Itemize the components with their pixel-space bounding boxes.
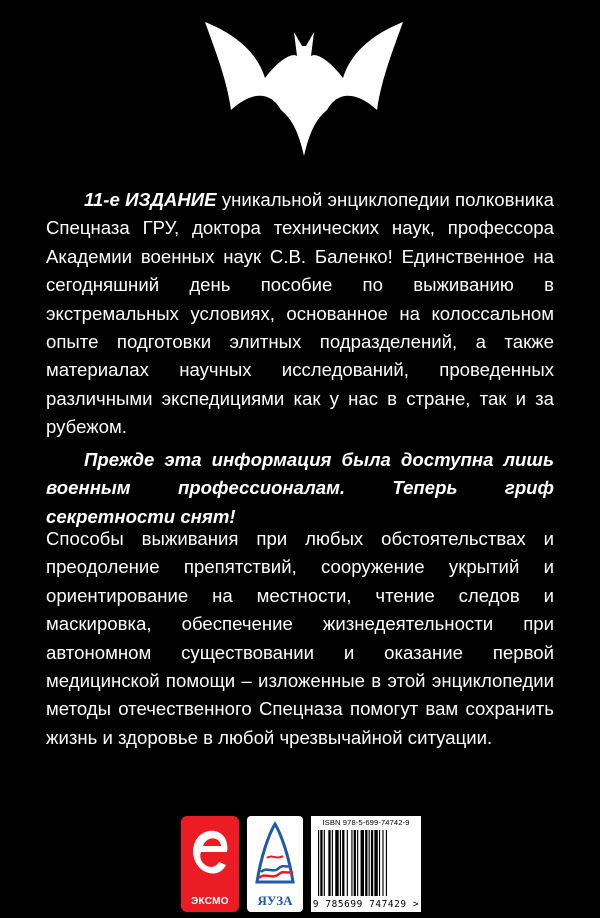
intro-paragraph xyxy=(46,186,554,442)
bat-emblem-icon xyxy=(205,22,403,156)
back-cover-footer xyxy=(0,810,600,918)
eksmo-emblem-icon xyxy=(181,816,239,896)
eksmo-label: ЭКСМО xyxy=(191,896,229,907)
yauza-wave-icon xyxy=(247,816,303,896)
yauza-logo xyxy=(247,816,303,912)
barcode xyxy=(311,816,421,912)
highlight-paragraph: Прежде эта информация была доступна лишь военным профессионалам. Теперь гриф секретности снят! xyxy=(46,449,554,527)
barcode-bars-icon xyxy=(317,830,415,896)
edition-lead: 11-е ИЗДАНИЕ xyxy=(84,189,217,210)
eksmo-logo xyxy=(181,816,239,912)
body-paragraph: Способы выживания при любых обстоятельствах и преодоление препятствий, сооружение укрытий и ориентирование на местности, чтение следов и маскировка, обеспечение жизнедеятельности при автономном существовании и оказание первой медицинской помощи – изложенные в этой энциклопедии методы отечественного Спецназа помогут вам сохранить жизнь и здоровье в любой чрезвычайной ситуации. xyxy=(46,528,554,748)
yauza-label: ЯУЗА xyxy=(257,893,293,908)
intro-text: уникальной энциклопедии полковника Спецназа ГРУ, доктора технических наук, профессора Академии военных наук С.В. Баленко! Единственное на сегодняшний день пособие по выживанию в экстремальных условиях, основанное на колоссальном опыте подготовки элитных подразделений, а также материалах научных исследований, проведенных различными экспедициями как у нас в стране, так и за рубежом. xyxy=(46,189,554,438)
barcode-digits: 9 785699 747429 > xyxy=(312,899,420,910)
isbn-label: ISBN 978-5-699-74742-9 xyxy=(322,818,410,827)
